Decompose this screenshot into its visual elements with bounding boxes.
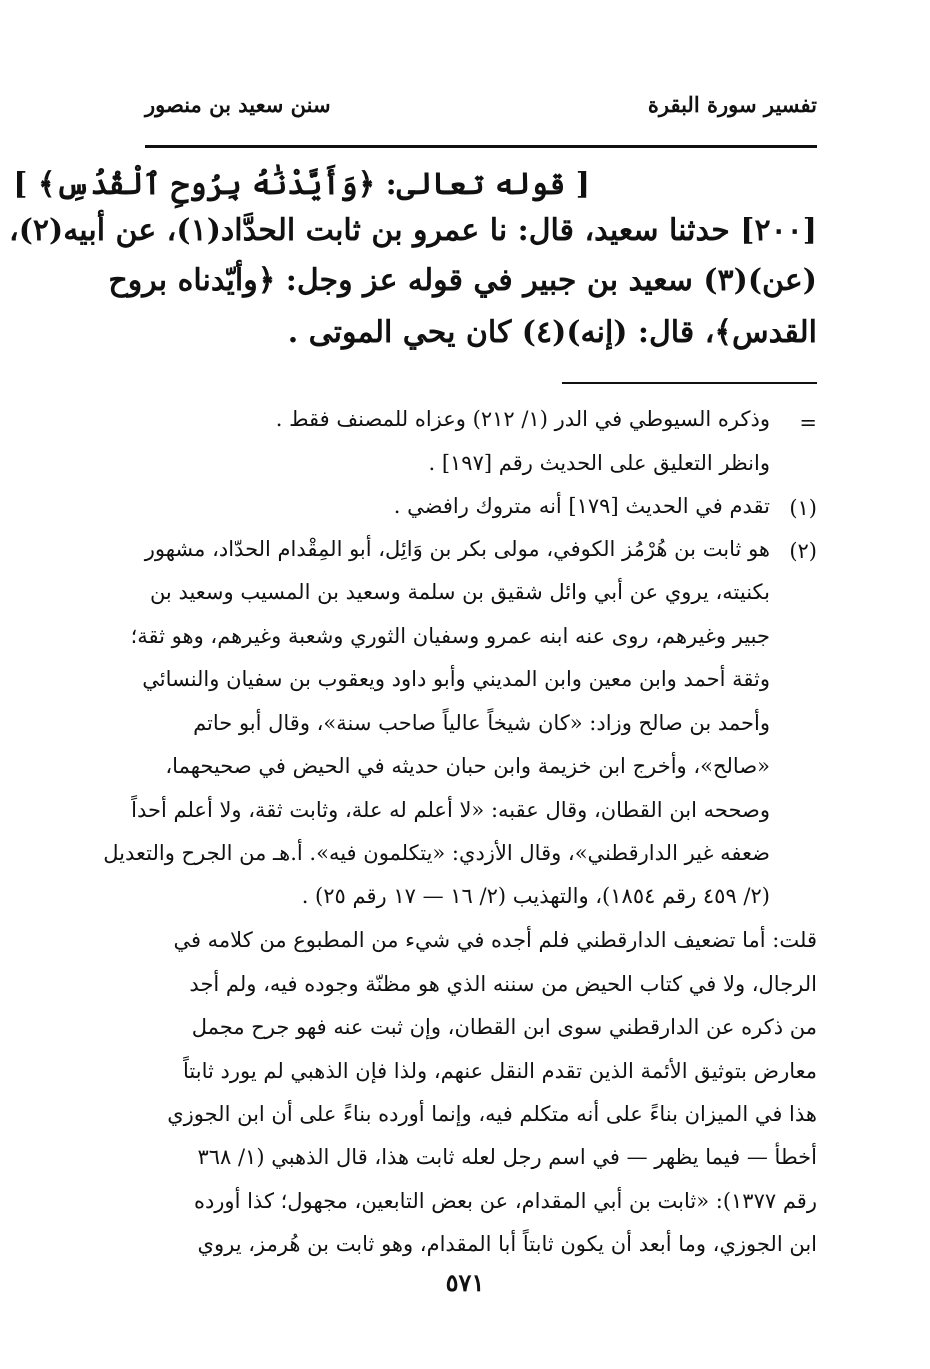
footnote-continuation-line-1: وذكره السيوطي في الدر (١/ ٢١٢) وعزاه للمصنف فقط . (275, 407, 770, 431)
hadith-line-1: [٢٠٠] حدثنا سعيد، قال: نا عمرو بن ثابت الحدَّاد(١)، عن أبيه(٢)، (9, 213, 817, 248)
footnote-2-line: (٢/ ٤٥٩ رقم ١٨٥٤)، والتهذيب (٢/ ١٦ — ١٧ رقم ٢٥) . (301, 884, 770, 908)
footnote-1-mark: (١) (789, 496, 817, 520)
commentary-line: أخطأ — فيما يظهر — في اسم رجل لعله ثابت هذا، قال الذهبي (١/ ٣٦٨ (197, 1145, 817, 1169)
footnote-continuation-line-2: وانظر التعليق على الحديث رقم [١٩٧] . (428, 451, 770, 475)
footnote-1-text: تقدم في الحديث [١٧٩] أنه متروك رافضي . (393, 494, 770, 518)
commentary-line: ابن الجوزي، وما أبعد أن يكون ثابتاً أبا المقدام، وهو ثابت بن هُرمز، يروي (197, 1232, 817, 1256)
footnote-2-line: ضعفه غير الدارقطني»، وقال الأزدي: «يتكلمون فيه». أ.هـ من الجرح والتعديل (103, 841, 770, 865)
running-header (145, 92, 817, 132)
commentary-line: الرجال، ولا في كتاب الحيض من سننه الذي هو مظنّة وجوده فيه، ولم أجد (189, 972, 817, 996)
footnote-2-line: وأحمد بن صالح وزاد: «كان شيخاً عالياً صاحب سنة»، وقال أبو حاتم (193, 711, 770, 735)
header-rule (145, 145, 817, 148)
footnote-2-line: وصححه ابن القطان، وقال عقبه: «لا أعلم له علة، وثابت ثقة، ولا أعلم أحداً (131, 798, 770, 822)
page-number: ٥٧١ (445, 1268, 485, 1297)
commentary-line: معارض بتوثيق الأئمة الذين تقدم النقل عنهم، ولذا فإن الذهبي لم يورد ثابتاً (183, 1059, 817, 1083)
footnote-2-line: «صالح»، وأخرج ابن خزيمة وابن حبان حديثه في الحيض في صحيحهما، (165, 754, 770, 778)
commentary-line: هذا في الميزان بناءً على أنه متكلم فيه، وإنما أورده بناءً على أن ابن الجوزي (167, 1102, 817, 1126)
verse-heading: [ قوله تعالى: ﴿وَأَيَّدْنَٰهُ بِرُوحِ ٱلْقُدُسِ﴾ ] (13, 167, 590, 202)
commentary-line: رقم ١٣٧٧): «ثابت بن أبي المقدام، عن بعض التابعين، مجهول؛ كذا أورده (193, 1189, 817, 1213)
continuation-mark: = (799, 411, 817, 435)
footnote-2-line: بكنيته، يروي عن أبي وائل شقيق بن سلمة وسعيد بن المسيب وسعيد بن (149, 580, 770, 604)
commentary-line: من ذكره عن الدارقطني سوى ابن القطان، وإن ثبت عنه فهو جرح مجمل (191, 1015, 817, 1039)
footnote-2-line: جبير وغيرهم، روى عنه ابنه عمرو وسفيان الثوري وشعبة وغيرهم، وهو ثقة؛ (130, 624, 770, 648)
footnote-2-line: هو ثابت بن هُرْمُز الكوفي، مولى بكر بن وَائِل، أبو المِقْدام الحدّاد، مشهور (144, 537, 770, 561)
header-chapter-title: تفسير سورة البقرة (647, 92, 817, 117)
footnote-2-mark: (٢) (789, 539, 817, 563)
footnote-2-line: وثقة أحمد وابن معين وابن المديني وأبو داود ويعقوب بن سفيان والنسائي (142, 667, 770, 691)
hadith-line-2: (عن)(٣) سعيد بن جبير في قوله عز وجل: ﴿وأيّدناه بروح (108, 263, 817, 298)
hadith-line-3: القدس﴾، قال: (إنه)(٤) كان يحي الموتى . (287, 315, 817, 350)
header-book-title: سنن سعيد بن منصور (145, 92, 331, 117)
commentary-line: قلت: أما تضعيف الدارقطني فلم أجده في شيء من المطبوع من كلامه في (173, 928, 817, 952)
footnote-separator (562, 382, 817, 384)
